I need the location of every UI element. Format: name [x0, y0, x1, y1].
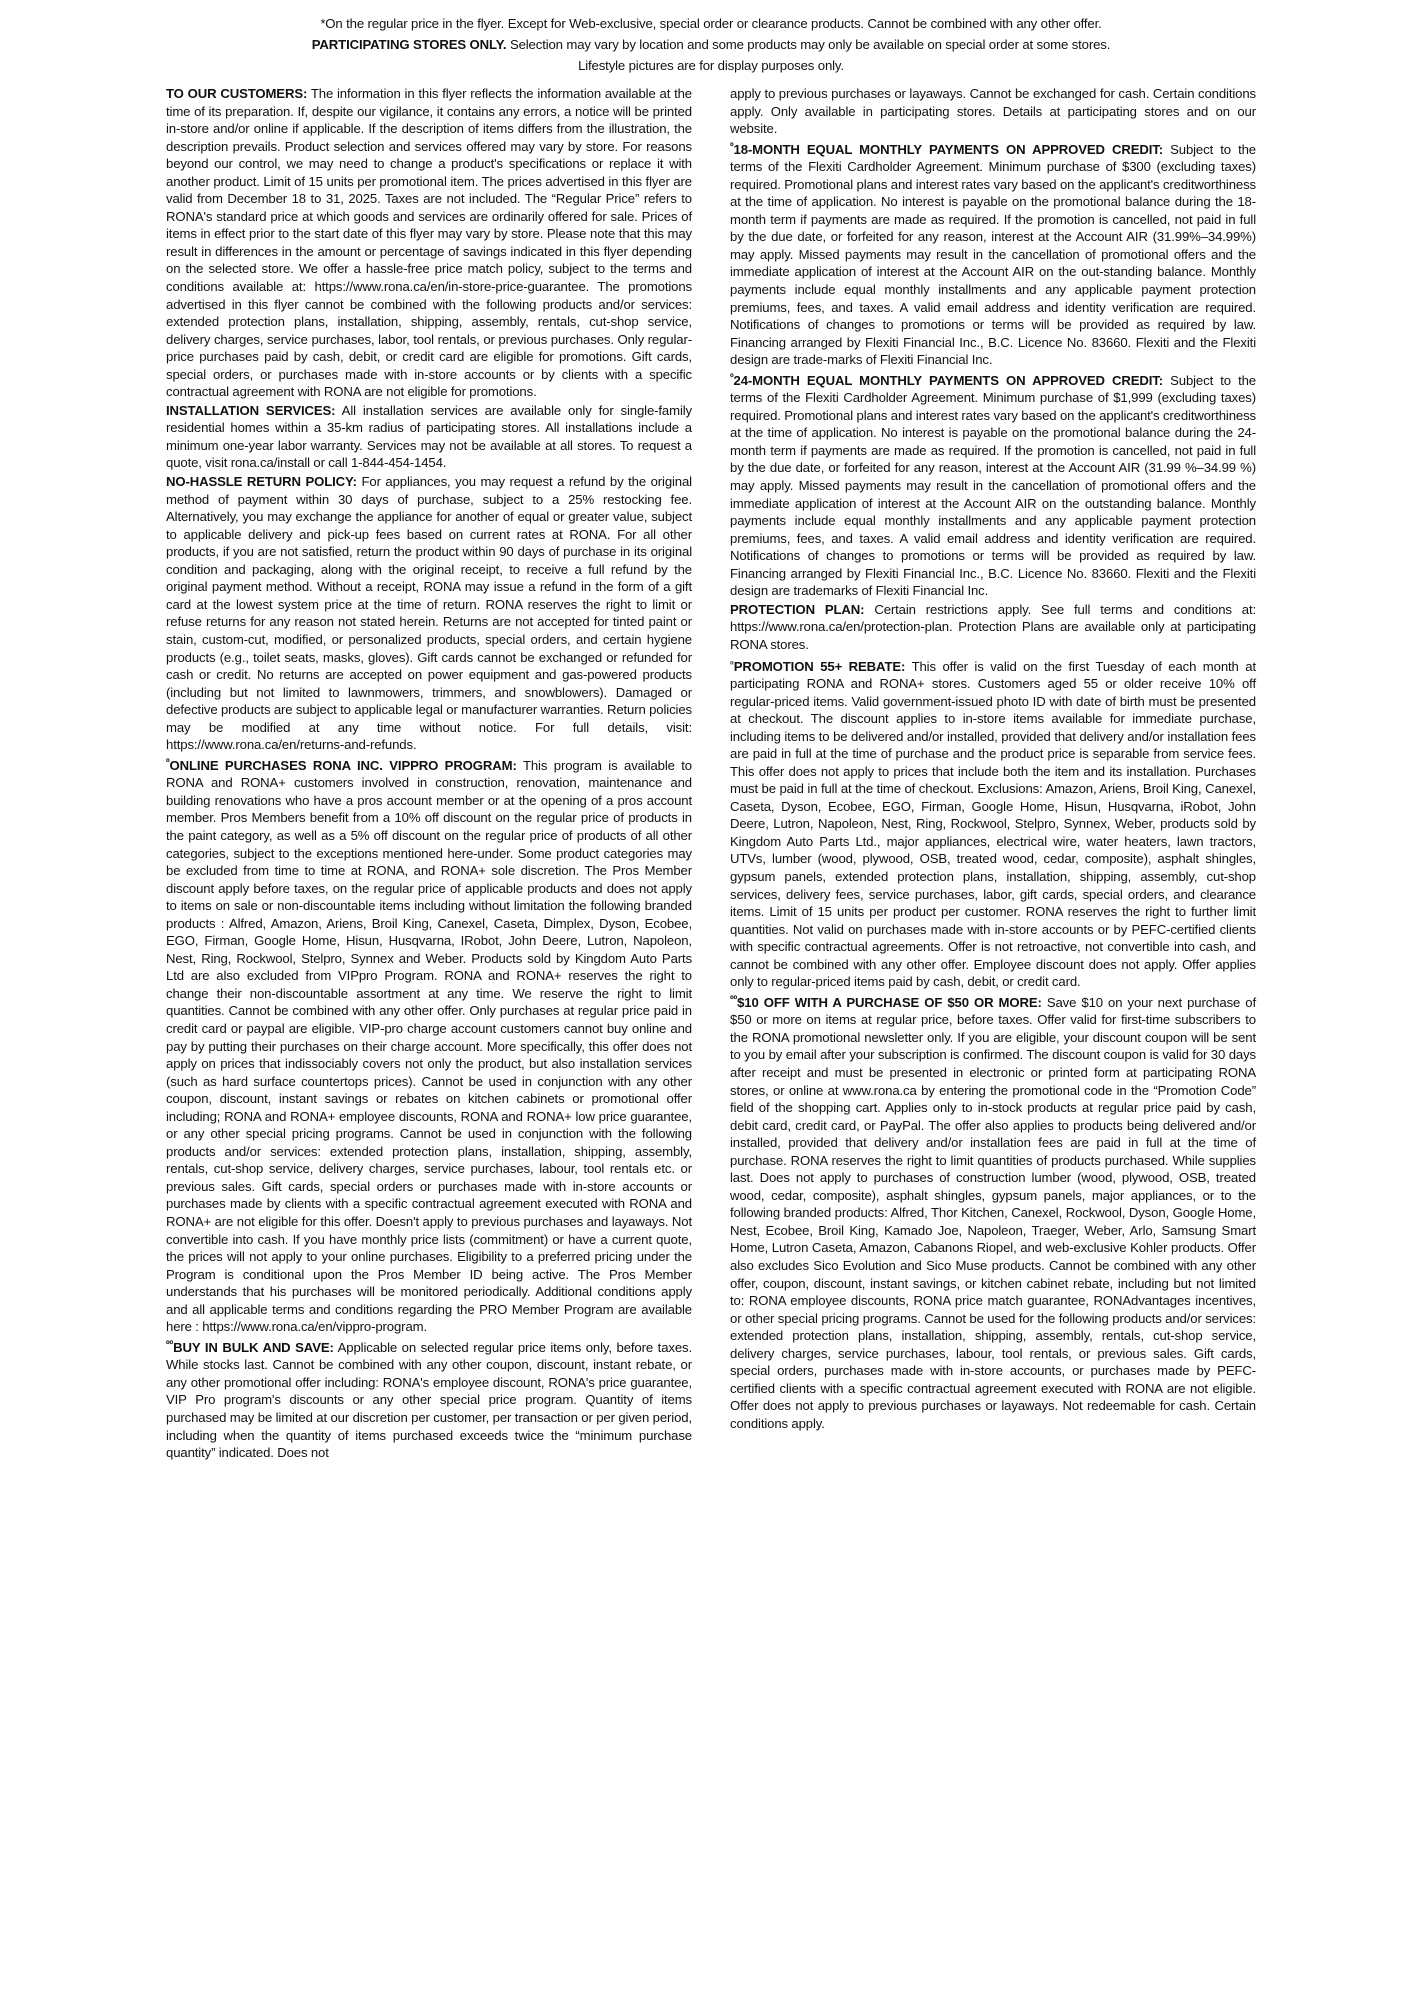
eighteen-month-body: Subject to the terms of the Flexiti Cardholder Agreement. Minimum purchase of $300 (excluding taxes) required. Promotional plans and interest rates vary based on the applicant's creditworthiness at the time of application. No interest is payable on the promotional balance during the 18-month term if payments are made as required. If the promotion is cancelled, not paid in full by the due date, or forfeited for any reason, interest at the Account AIR (31.99%–34.99%) may apply. Missed payments may result in the cancellation of promotional offers and the immediate application of interest at the Account AIR on the out-standing balance. Monthly payments include equal monthly installments and any applicable payment protection premiums, fees, and taxes. A valid email address and identity verification are required. Notifications of changes to promotions or terms will be provided as required by law. Financing arranged by Flexiti Financial Inc., B.C. Licence No. 83660. Flexiti and the Flexiti design are trade-marks of Flexiti Financial Inc. [730, 141, 1256, 368]
section-24-month-financing [730, 370, 1256, 600]
installation-services-body: All installation services are available only for single-family residential homes within a 35-km radius of participating stores. All installations include a minimum one-year labor warranty. Services may not be available at all stores. To request a quote, visit rona.ca/install or call 1-844-454-1454. [166, 402, 692, 471]
masthead-disclaimer [166, 14, 1256, 75]
masthead-line-3: Lifestyle pictures are for display purposes only. [578, 58, 844, 73]
vippro-body: This program is available to RONA and RONA+ customers involved in construction, renovation, maintenance and building renovations who have a pros account member or at the opening of a pros account member. Pros Members benefit from a 10% off discount on the regular price of products in the paint category, as well as a 5% off discount on the regular price of products of all other categories, subject to the exceptions mentioned here-under. Some product categories may be excluded from time to time at RONA, and RONA+ sole discretion. The Pros Member discount apply before taxes, on the regular price of applicable products and does not apply to items on sale or non-discountable items including without limitation the following branded products : Alfred, Amazon, Ariens, Broil King, Canexel, Caseta, Dimplex, Dyson, Ecobee, EGO, Firman, Google Home, Hisun, Husqvarna, IRobot, John Deere, Lutron, Napoleon, Nest, Ring, Rockwool, Stelpro, Synnex and Weber. Products sold by Kingdom Auto Parts Ltd are also excluded from VIPpro Program. RONA and RONA+ reserves the right to change their non-discountable assortment at any time. We reserve the right to limit quantities. Cannot be combined with any other offer. Only purchases at regular price paid in credit card or paypal are eligible. VIP-pro charge account customers cannot buy online and pay by putting their purchases on their charge account. More specifically, this offer does not apply on prices that indissociably covers not only the product, but also installation services (such as hard surface countertops prices). Cannot be used in conjunction with any other coupon, discount, instant savings or rebates on kitchen cabinets or promotional offer including; RONA and RONA+ employee discounts, RONA and RONA+ low price guarantee, or any other special pricing programs. Cannot be used in conjunction with the following products and/or services: extended protection plans, installation, shipping, assembly, rentals, cut-shop service, delivery charges, service purchases, labour, tool rentals etc. or previous sales. Gift cards, special orders or purchases made with in-store accounts or purchases made by clients with a specific contractual agreement executed with RONA and RONA+ are not eligible for this offer. Doesn't apply to previous purchases and layaways. Not convertible into cash. If you have monthly price lists (commitment) or have a current quote, the prices will not apply to your online purchases. Eligibility to a preferred pricing under the Program is conditional upon the Pros Member ID being active. The Pros Member understands that his purchases will be monitored periodically. Additional conditions apply and all applicable terms and conditions regarding the PRO Member Program are available here : https://www.rona.ca/en/vippro-program. [166, 757, 692, 1335]
protection-plan-heading: PROTECTION PLAN: [730, 601, 865, 617]
installation-services-heading: INSTALLATION SERVICES: [166, 402, 336, 418]
vippro-heading: ONLINE PURCHASES RONA INC. VIPPRO PROGRAM: [169, 757, 517, 773]
section-ten-dollars-off [730, 992, 1256, 1433]
section-promotion-55-rebate [730, 655, 1256, 991]
ten-off-body: Save $10 on your next purchase of $50 or more on items at regular price, before taxes. Offer valid for first-time subscribers to the RONA promotional newsletter only. If you are eligible, your discount coupon will be sent to you by email after your subscription is confirmed. The discount coupon is valid for 30 days after receipt and must be presented in electronic or printed form at participating RONA stores, or online at www.rona.ca by entering the promotional code in the “Promotion Code” field of the shopping cart. Applies only to in-stock products at regular price paid by cash, debit card, credit card, or PayPal. The offer also applies to products being delivered and/or installed, provided that delivery and/or installation fees are paid in full at the time of purchase. RONA reserves the right to limit quantities of products purchased. While supplies last. Does not apply to purchases of construction lumber (wood, plywood, OSB, treated wood, cedar, composite), asphalt shingles, gypsum panels, major appliances, or to the following branded products: Alfred, Thor Kitchen, Canexel, Rockwool, Dyson, Google Home, Nest, Ecobee, Broil King, Kamado Joe, Napoleon, Traeger, Weber, Arlo, Samsung Smart Home, Lutron Caseta, Amazon, Cabanons Riopel, and web-exclusive Kohler products. Offer also excludes Sico Evolution and Sico Muse products. Cannot be combined with any other offer, coupon, discount, instant savings, or kitchen cabinet rebate, including but not limited to: RONA employee discounts, RONA price match guarantee, RONAdvantages incentives, or other special pricing programs. Cannot be used for the following products and/or services: extended protection plans, installation, shipping, assembly, rentals, cut-shop service, delivery charges, service purchases, labour, tool rentals, or previous sales. Gift cards, special orders, purchases made with in-store accounts, or purchases made by PEFC-certified clients with a specific contractual agreement executed with RONA are not eligible. Offer does not apply to previous purchases or layaways. Not redeemable for cash. Certain conditions apply. [730, 994, 1257, 1431]
participating-stores-text: Selection may vary by location and some products may only be available on special order at some stores. [506, 37, 1111, 52]
section-18-month-financing [730, 139, 1256, 369]
rebate55-body: This offer is valid on the first Tuesday of each month at participating RONA and RONA+ stores. Customers aged 55 or older receive 10% off regular-priced items. Valid government-issued photo ID with date of birth must be presented at checkout. The discount applies to in-store items available for immediate purchase, including items to be delivered and/or installed, provided that delivery and/or installation fees are paid in full at the time of purchase and the product price is separable from service fees. This offer does not apply to prices that include both the item and its installation. Purchases must be paid in full at the time of checkout. Exclusions: Amazon, Ariens, Broil King, Canexel, Caseta, Dyson, Ecobee, EGO, Firman, Google Home, Hisun, Husqvarna, iRobot, John Deere, Lutron, Napoleon, Nest, Ring, Rockwool, Stelpro, Synnex, Weber, products sold by Kingdom Auto Parts Ltd., major appliances, electrical wire, water heaters, lawn tractors, UTVs, lumber (wood, plywood, OSB, treated wood, cedar, composite), asphalt shingles, gypsum panels, extended protection plans, installation, shipping, assembly, cut-shop services, delivery fees, service purchases, labor, gift cards, special orders, and clearance items. Limit of 15 units per product per customer. RONA reserves the right to further limit quantities. Not valid on purchases made with in-store accounts or by PEFC-certified clients with specific contractual agreements. Offer is not retroactive, not convertible into cash, and cannot be combined with any other offer. Employee discount does not apply. Offer applies only to regular-priced items paid by cash, debit, or credit card. [730, 658, 1256, 990]
buy-in-bulk-marker: ºº [166, 1339, 174, 1351]
to-our-customers-body: The information in this flyer reflects the information available at the time of its preparation. If, despite our vigilance, it contains any errors, a notice will be printed in-store and/or online if applicable. If the description of items differs from the illustration, the description prevails. Product selection and services offered may vary by store. For reasons beyond our control, we may need to change a product's specifications or replace it with another product. Limit of 15 units per promotional item. The prices advertised in this flyer are valid from December 18 to 31, 2025. Taxes are not included. The “Regular Price” refers to RONA's standard price at which goods and services are ordinarily offered for sale. Prices of items in effect prior to the start date of this flyer may vary by store. Please note that this may result in differences in the amount or percentage of savings indicated in this flyer depending on the selected store. We offer a hassle-free price match policy, subject to the terms and conditions available at: https://www.rona.ca/en/in-store-price-guarantee. The promotions advertised in this flyer cannot be combined with the following products and/or services: extended protection plans, installation, shipping, assembly, rentals, cut-shop service, delivery charges, service purchases, labor, tool rentals, or previous purchases. Only regular-price purchases paid by cash, debit, or credit card are eligible for promotions. Gift cards, special orders, or purchases made with in-store accounts or by clients with a specific contractual agreement with RONA are not eligible for promotions. [166, 86, 692, 400]
vippro-marker: º [166, 757, 170, 769]
eighteen-month-heading: 18-MONTH EQUAL MONTHLY PAYMENTS ON APPROVED CREDIT: [733, 141, 1163, 157]
protection-plan-body: Certain restrictions apply. See full terms and conditions at: https://www.rona.ca/en/protection-plan. Protection Plans are available only at participating RONA stores. [730, 601, 1257, 652]
two-column-body [166, 85, 1256, 1463]
masthead-line-1: *On the regular price in the flyer. Except for Web-exclusive, special order or clearance products. Cannot be combined with any other offer. [320, 16, 1102, 31]
twentyfour-month-body: Subject to the terms of the Flexiti Cardholder Agreement. Minimum purchase of $1,999 (excluding taxes) required. Promotional plans and interest rates vary based on the applicant's creditworthiness at the time of application. No interest is payable on the promotional balance during the 24-month term if payments are made as required. If the promotion is cancelled, not paid in full by the due date, or forfeited for any reason, interest at the Account AIR (31.99 %–34.99 %) may apply. Missed payments may result in the cancellation of promotional offers and the immediate application of interest at the Account AIR on the outstanding balance. Monthly payments include equal monthly installments and any applicable payment protection premiums, fees, and taxes. A valid email address and identity verification are required. Notifications of changes to promotions or terms will be provided as required by law. Financing arranged by Flexiti Financial Inc., B.C. Licence No. 83660. Flexiti and the Flexiti design are trademarks of Flexiti Financial Inc. [730, 372, 1256, 599]
section-protection-plan [730, 601, 1256, 654]
ten-off-heading: $10 OFF WITH A PURCHASE OF $50 OR MORE: [737, 994, 1042, 1010]
rebate55-marker: ⁿ [730, 657, 734, 669]
buy-in-bulk-body: Applicable on selected regular price items only, before taxes. While stocks last. Cannot be combined with any other coupon, discount, instant rebate, or any other promotional offer including: RONA's employee discount, RONA's price guarantee, VIP Pro program's discounts or any other special price program. Quantity of items purchased may be limited at our discretion per customer, per transaction or per given period, including when the quantity of items purchased exceeds twice the “minimum purchase quantity” indicated. Does not [166, 1339, 693, 1461]
masthead-line-2 [166, 35, 1256, 54]
section-to-our-customers [166, 85, 692, 401]
participating-stores-label: PARTICIPATING STORES ONLY. [311, 37, 507, 52]
right-column [730, 85, 1256, 1434]
buy-in-bulk-heading: BUY IN BULK AND SAVE: [173, 1339, 334, 1355]
twentyfour-month-heading: 24-MONTH EQUAL MONTHLY PAYMENTS ON APPROVED CREDIT: [733, 372, 1163, 388]
ten-off-marker: ºº [730, 994, 738, 1006]
rebate55-heading: PROMOTION 55+ REBATE: [733, 658, 906, 674]
eighteen-month-marker: º [730, 141, 734, 153]
section-vippro-program [166, 755, 692, 1336]
section-bulk-continuation: apply to previous purchases or layaways. Cannot be exchanged for cash. Certain conditions apply. Only available in participating stores. Details at participating stores and on our website. [730, 86, 1256, 137]
section-installation-services [166, 402, 692, 472]
twentyfour-month-marker: º [730, 372, 734, 384]
section-buy-in-bulk [166, 1337, 692, 1462]
return-policy-body: For appliances, you may request a refund by the original method of payment within 30 days of purchase, subject to a 25% restocking fee. Alternatively, you may exchange the appliance for another of equal or greater value, subject to applicable delivery and pick-up fees based on current rates at RONA. For all other products, if you are not satisfied, return the product within 90 days of purchase in its original condition and packaging, along with the original receipt, to receive a full refund by the original payment method. Without a receipt, RONA may issue a refund in the form of a gift card at the lowest system price at the time of return. RONA reserves the right to limit or refuse returns for any reason not stated herein. Returns are not accepted for tinted paint or stain, custom-cut, modified, or personalized products, special orders, and certain hygiene products (e.g., toilet seats, masks, gloves). Gift cards cannot be exchanged or refunded for cash or credit. No returns are accepted on power equipment and gas-powered products (including but not limited to lawnmowers, trimmers, and snowblowers). Damaged or defective products are subject to applicable legal or manufacturer warranties. Return policies may be modified at any time without notice. For full details, visit: https://www.rona.ca/en/returns-and-refunds. [166, 474, 692, 753]
section-return-policy [166, 473, 692, 754]
return-policy-heading: NO-HASSLE RETURN POLICY: [166, 474, 357, 490]
left-column [166, 85, 692, 1463]
to-our-customers-heading: TO OUR CUSTOMERS: [166, 86, 308, 101]
